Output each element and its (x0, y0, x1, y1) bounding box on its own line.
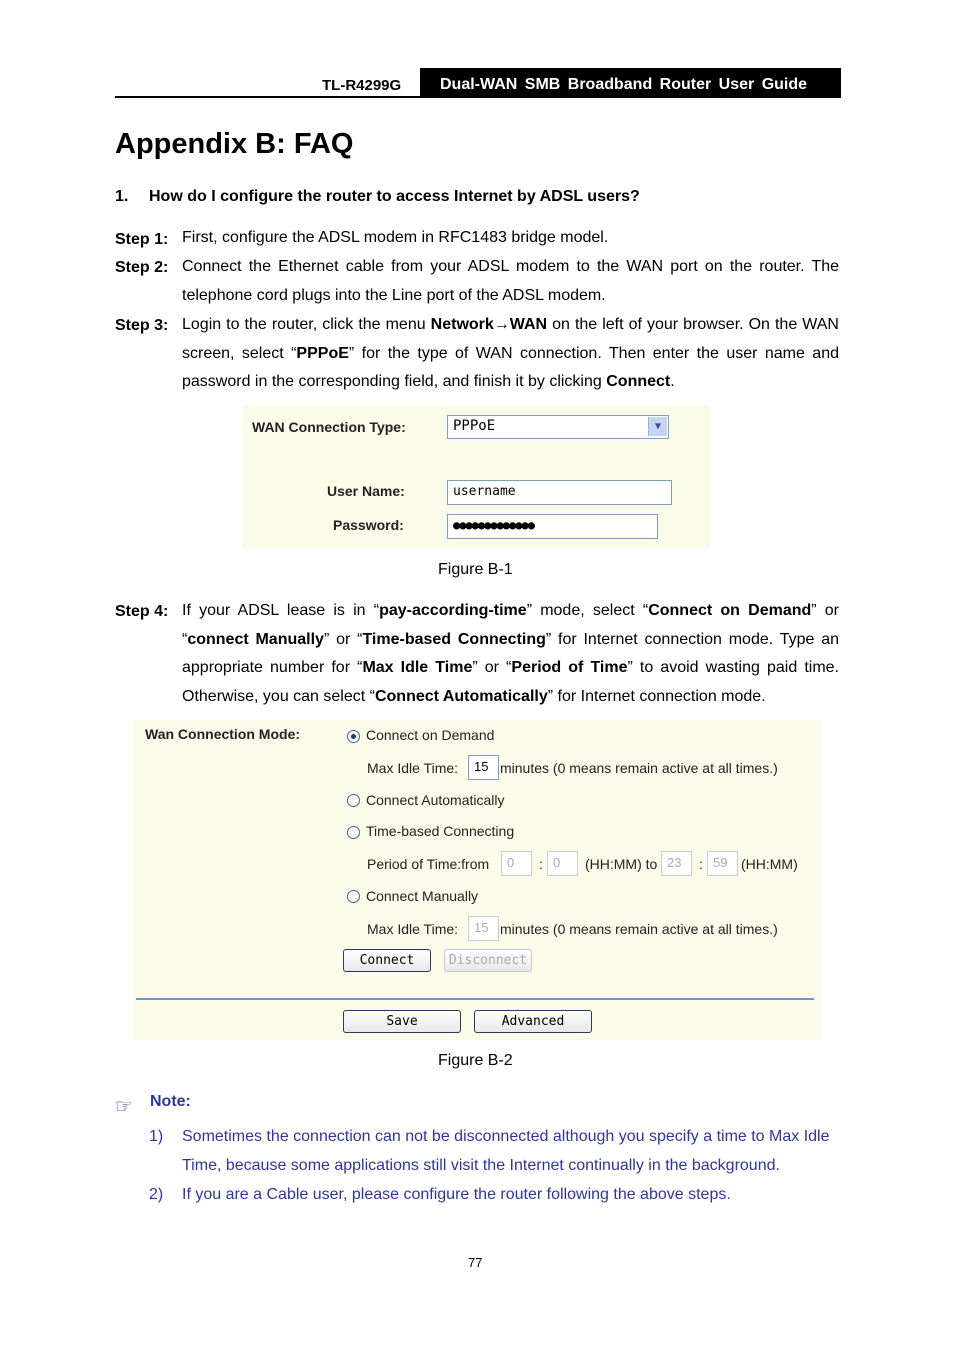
figure-b2-caption: Figure B-2 (438, 1052, 513, 1069)
step-2-label: Step 2: (115, 259, 169, 276)
header-rule (115, 96, 841, 98)
max-idle-hint: minutes (0 means remain active at all times.) (500, 760, 778, 776)
note-title: Note: (150, 1093, 191, 1110)
form-divider (136, 998, 814, 1000)
password-input[interactable]: ●●●●●●●●●●●●● (447, 514, 658, 539)
question-text: How do I configure the router to access Internet by ADSL users? (149, 188, 640, 205)
to-hour-input[interactable]: 23 (661, 851, 692, 876)
max-idle-input-2[interactable]: 15 (468, 916, 499, 941)
save-button[interactable]: Save (343, 1010, 461, 1033)
radio-connect-manually[interactable] (347, 890, 360, 903)
connect-on-demand-label: Connect on Demand (366, 727, 495, 743)
figure-b1-caption: Figure B-1 (438, 561, 513, 578)
header-guide-title: Dual-WAN SMB Broadband Router User Guide (420, 68, 841, 97)
step-4-text: If your ADSL lease is in “pay-according-time” mode, select “Connect on Demand” or “connect Manually” or “Time-based Connecting” for Internet connection mode. Type an appropriate number for “Max Idle Time” or “Period of Time” to avoid wasting paid time. Otherwise, you can select “Connect Automatically” for Internet connection mode. (182, 602, 840, 706)
max-idle-label-2: Max Idle Time: (367, 921, 459, 937)
max-idle-hint-2: minutes (0 means remain active at all times.) (500, 921, 778, 937)
user-name-label: User Name: (327, 483, 405, 499)
pointing-hand-icon: ☞ (115, 1096, 133, 1118)
step-4-label: Step 4: (115, 603, 169, 620)
connect-manually-label: Connect Manually (366, 888, 479, 904)
question-number: 1. (115, 188, 129, 205)
wan-type-select[interactable]: PPPoE ▼ (447, 415, 669, 439)
disconnect-button[interactable]: Disconnect (444, 949, 532, 972)
note-1-number: 1) (149, 1128, 164, 1145)
to-minute-input[interactable]: 59 (707, 851, 738, 876)
connection-mode-label: Wan Connection Mode: (145, 726, 301, 742)
password-label: Password: (333, 517, 404, 533)
chevron-down-icon: ▼ (648, 417, 667, 436)
to-label: (HH:MM) to (585, 856, 658, 872)
step-3-text: Login to the router, click the menu Network→WAN on the left of your browser. On the WAN screen, select “PPPoE” for the type of WAN connection. Then enter the user name and password in the corresponding field, and finish it by clicking Connect. (182, 316, 839, 391)
figure-b2-connection-mode-form (133, 720, 821, 1040)
connect-automatically-label: Connect Automatically (366, 792, 505, 808)
radio-connect-automatically[interactable] (347, 794, 360, 807)
note-2-number: 2) (149, 1186, 164, 1203)
wan-type-label: WAN Connection Type: (252, 419, 406, 435)
header-model: TL-R4299G (322, 77, 402, 94)
user-name-input[interactable]: username (447, 480, 672, 505)
step-3-label: Step 3: (115, 317, 169, 334)
from-minute-input[interactable]: 0 (547, 851, 578, 876)
radio-time-based[interactable] (347, 826, 360, 839)
from-hour-input[interactable]: 0 (501, 851, 532, 876)
radio-connect-on-demand[interactable] (347, 730, 360, 743)
step-1-label: Step 1: (115, 231, 169, 248)
hhmm-label: (HH:MM) (741, 856, 798, 872)
step-2-text: Connect the Ethernet cable from your ADSL modem to the WAN port on the router. The telephone cord plugs into the Line port of the ADSL modem. (182, 258, 839, 304)
max-idle-label: Max Idle Time: (367, 760, 459, 776)
page-number: 77 (468, 1255, 483, 1270)
figure-b1-wan-form (242, 405, 710, 549)
faq-question (115, 188, 640, 206)
colon-separator: : (539, 856, 543, 872)
note-1-text: Sometimes the connection can not be disconnected although you specify a time to Max Idle Time, because some applications still visit the Internet continually in the background. (182, 1128, 830, 1174)
time-based-label: Time-based Connecting (366, 823, 515, 839)
note-2-text: If you are a Cable user, please configure the router following the above steps. (182, 1186, 731, 1203)
connect-button[interactable]: Connect (343, 949, 431, 972)
step-1-text: First, configure the ADSL modem in RFC1483 bridge model. (182, 229, 609, 246)
page-title: Appendix B: FAQ (115, 128, 354, 160)
colon-separator-2: : (699, 856, 703, 872)
advanced-button[interactable]: Advanced (474, 1010, 592, 1033)
period-of-time-label: Period of Time:from (367, 856, 490, 872)
max-idle-input[interactable]: 15 (468, 755, 499, 780)
